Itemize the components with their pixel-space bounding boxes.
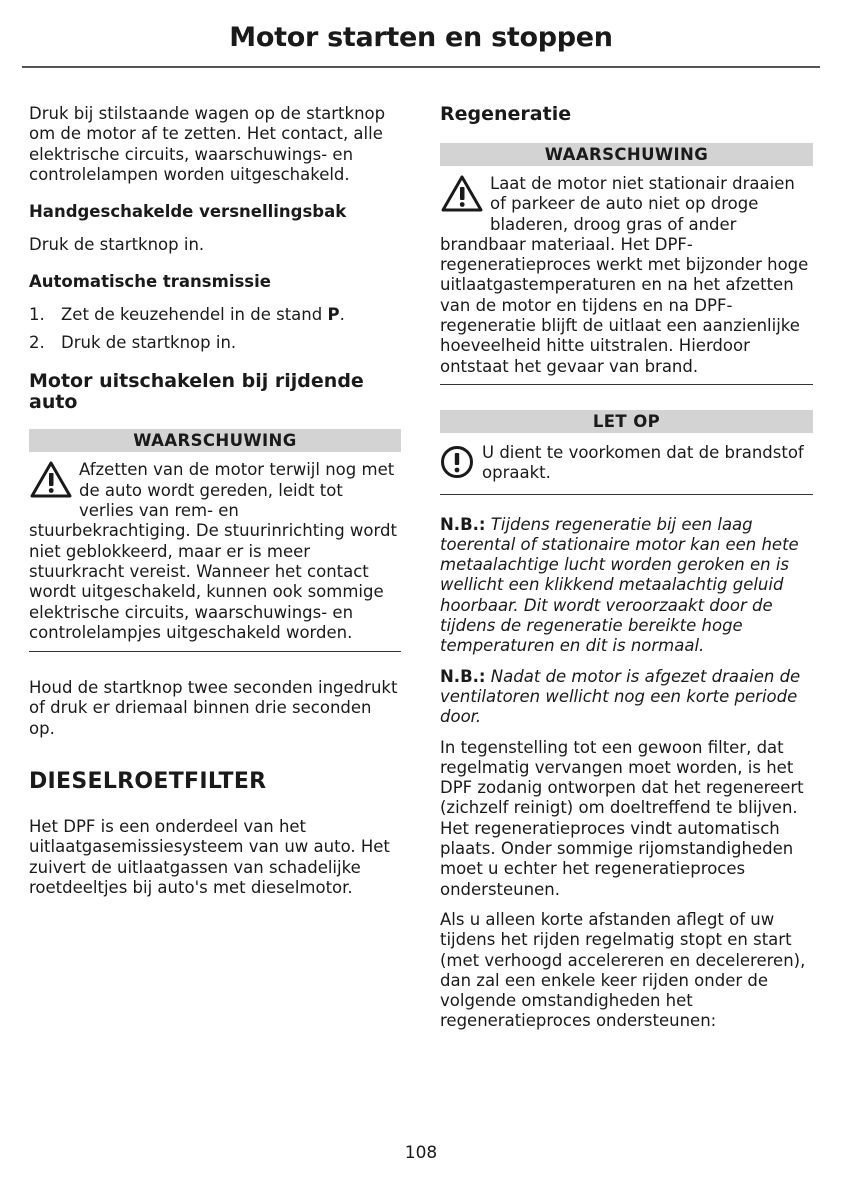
warning-triangle-icon: [440, 174, 484, 218]
list-number: 2.: [29, 333, 45, 353]
warning-triangle-icon: [29, 460, 73, 504]
note-fans: [440, 667, 813, 728]
page-number: 108: [404, 1143, 438, 1163]
manual-gearbox-text: Druk de startknop in.: [29, 235, 205, 255]
list-item: [29, 305, 401, 325]
note-regeneration-smell: [440, 515, 813, 657]
list-number: 1.: [29, 305, 45, 325]
caution-label: LET OP: [440, 410, 813, 433]
driving-shutdown-heading: Motor uitschakelen bij rijdende auto: [29, 370, 364, 414]
hold-button-text: Houd de startknop twee seconden ingedrukt of druk er driemaal binnen drie seconden op.: [29, 678, 398, 738]
warning-body: [29, 452, 401, 652]
intro-paragraph: Druk bij stilstaande wagen op de startknop om de motor af te zetten. Het contact, alle elektrische circuits, waarschuwings- en controlelampen worden uitgeschakeld.: [29, 104, 386, 184]
gear-p-label: P: [327, 305, 340, 325]
note-text: Tijdens regeneratie bij een laag toerental of stationaire motor kan een hete metaalachtige lucht worden geroken en is wellicht een klikkend metaalachtig geluid hoorbaar. Dit wordt veroorzaakt door de tijdens de regeneratie bereikte hoge temperaturen en dit is normaal.: [440, 514, 799, 656]
page-title: Motor starten en stoppen: [229, 22, 613, 53]
exclamation-circle-icon: [440, 445, 474, 483]
warning-text: Afzetten van de motor terwijl nog met de auto wordt gereden, leidt tot verlies van rem- en stuurbekrachtiging. De stuurinrichting wordt niet geblokkeerd, maar er is meer stuurkracht vereist. Wanneer het contact wordt uitgeschakeld, kunnen ook sommige elektrische circuits, waarschuwings- en controlelampjes uitgeschakeld worden.: [29, 460, 397, 642]
step-text: Druk de startknop in.: [61, 333, 237, 353]
dpf-description: Het DPF is een onderdeel van het uitlaatgasemissiesysteem van uw auto. Het zuivert de uitlaatgassen van schadelijke roetdeeltjes bij auto's met dieselmotor.: [29, 817, 390, 897]
auto-steps-list: [29, 305, 401, 353]
header-divider: [22, 66, 820, 68]
right-column: [440, 104, 813, 1032]
caution-box: [440, 410, 813, 495]
manual-gearbox-heading: Handgeschakelde versnellingsbak: [29, 202, 347, 222]
left-column: [29, 104, 401, 898]
step-tail: .: [339, 305, 345, 325]
caution-body: [440, 433, 813, 495]
warning-text: Laat de motor niet stationair draaien of parkeer de auto niet op droge bladeren, droog gras of ander brandbaar materiaal. Het DPF-regeneratieproces werkt met bijzonder hoge uitlaatgastemperaturen en na het afzetten van de motor en tijdens en na DPF-regeneratie blijft de uitlaat een aanzienlijke hoeveelheid hitte uitstralen. Hierdoor ontstaat het gevaar van brand.: [440, 174, 809, 376]
note-text: Nadat de motor is afgezet draaien de ventilatoren wellicht nog een korte periode door.: [440, 666, 801, 727]
automatic-transmission-heading: Automatische transmissie: [29, 272, 271, 292]
dpf-regeneration-paragraph: In tegenstelling tot een gewoon filter, dat regelmatig vervangen moet worden, is het DPF zodanig ontworpen dat het regenereert (zichzelf reinigt) om doeltreffend te blijven. Het regeneratieproces vindt automatisch plaats. Onder sommige rijomstandigheden moet u echter het regeneratieproces ondersteunen.: [440, 737, 804, 899]
caution-text: U dient te voorkomen dat de brandstof opraakt.: [482, 442, 804, 483]
dpf-heading: DIESELROETFILTER: [29, 769, 267, 795]
warning-box: [440, 143, 813, 385]
step-text: Zet de keuzehendel in de stand: [61, 305, 328, 325]
warning-label: WAARSCHUWING: [440, 143, 813, 166]
warning-label: WAARSCHUWING: [29, 429, 401, 452]
short-distance-paragraph: Als u alleen korte afstanden aflegt of uw tijdens het rijden regelmatig stopt en start (met verhoogd accelereren en decelereren), dan zal een enkele keer rijden onder de volgende omstandigheden het regeneratieproces ondersteunen:: [440, 909, 806, 1031]
list-item: [29, 333, 401, 353]
regeneration-heading: Regeneratie: [440, 103, 572, 125]
warning-body: [440, 166, 813, 385]
warning-box: [29, 429, 401, 652]
note-label: N.B.:: [440, 514, 486, 534]
note-label: N.B.:: [440, 666, 486, 686]
